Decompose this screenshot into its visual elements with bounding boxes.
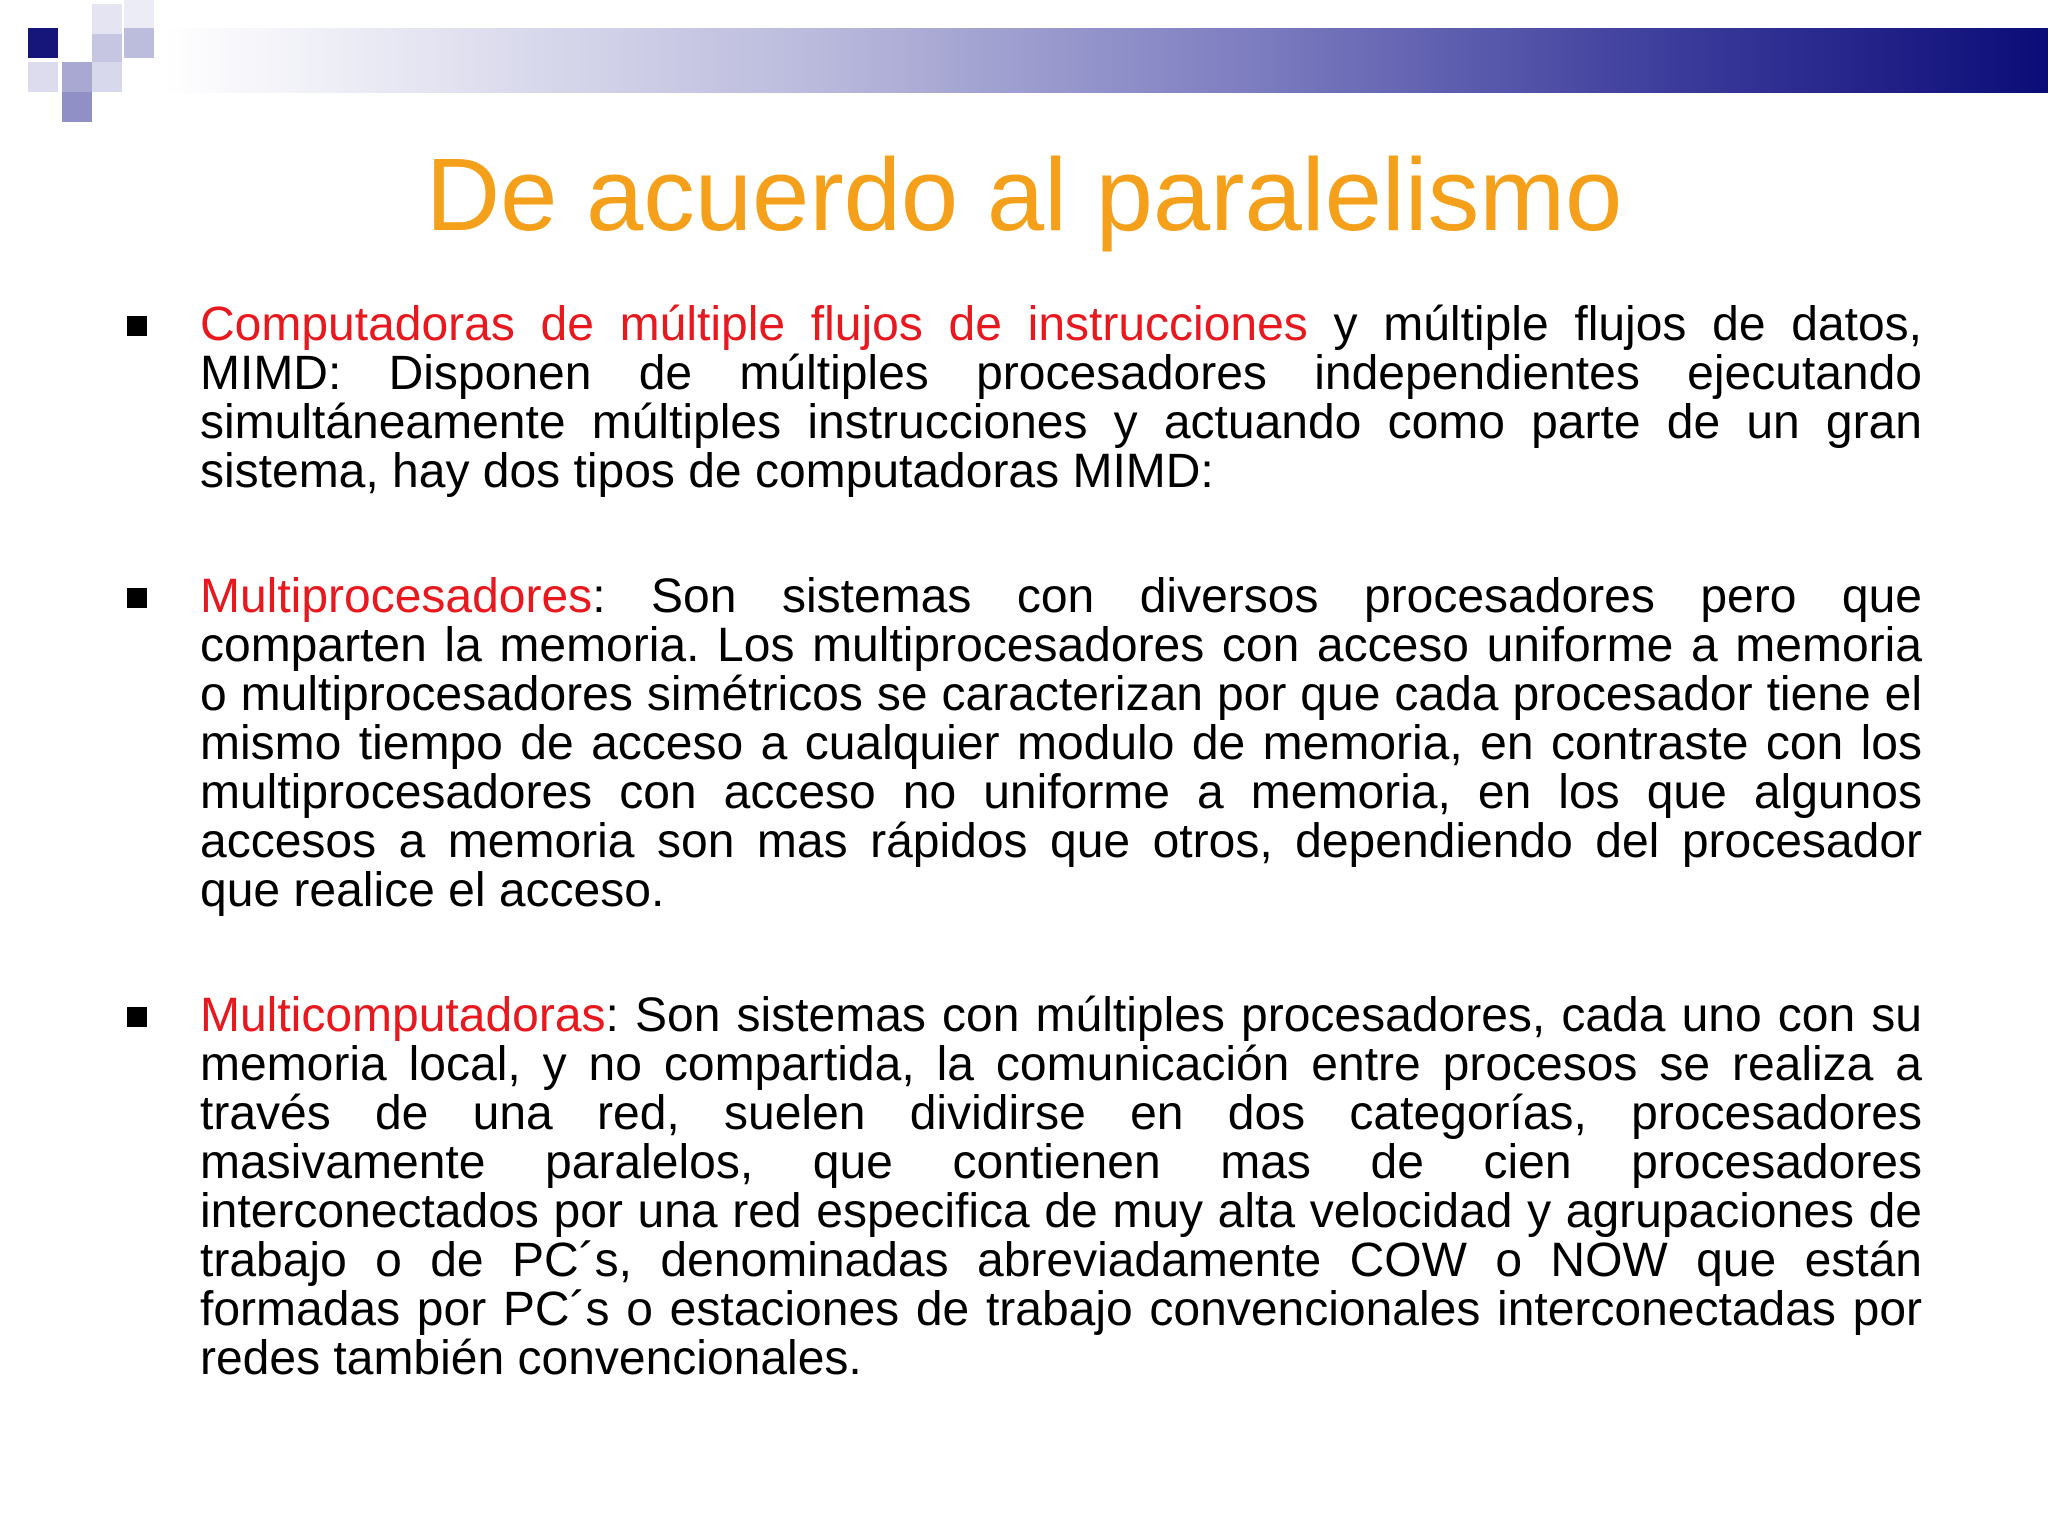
bullet-text: : Son sistemas con diversos procesadores pero que comparten la memoria. Los multiprocesadores con acceso uniforme a memoria o multiprocesadores simétricos se caracterizan por que cada procesador tiene el mismo tiempo de acceso a cualquier modulo de memoria, en contraste con los multiprocesadores con acceso no uniforme a memoria, en los que algunos accesos a memoria son mas rápidos que otros, dependiendo del procesador que realice el acceso. bbox=[200, 570, 1922, 917]
decorative-square bbox=[124, 0, 154, 28]
square-bullet-icon bbox=[127, 588, 147, 608]
header-gradient-bar bbox=[165, 28, 2048, 93]
decorative-square bbox=[28, 62, 58, 92]
bullet-item bbox=[200, 572, 1922, 915]
decorative-square bbox=[124, 28, 154, 58]
decorative-square bbox=[92, 4, 122, 34]
bullet-highlight: Multiprocesadores bbox=[200, 570, 593, 623]
bullet-item bbox=[200, 300, 1922, 496]
decorative-square bbox=[62, 92, 92, 122]
square-bullet-icon bbox=[127, 1007, 147, 1027]
decorative-square bbox=[62, 28, 92, 58]
bullet-highlight: Multicomputadoras bbox=[200, 989, 606, 1042]
square-bullet-icon bbox=[127, 316, 147, 336]
bullet-text: : Son sistemas con múltiples procesadores, cada uno con su memoria local, y no compartida, la comunicación entre procesos se realiza a través de una red, suelen dividirse en dos categorías, procesadores masivamente paralelos, que contienen mas de cien procesadores interconectados por una red especifica de muy alta velocidad y agrupaciones de trabajo o de PC´s, denominadas abreviadamente COW o NOW que están formadas por PC´s o estaciones de trabajo convencionales interconectadas por redes también convencionales. bbox=[200, 989, 1922, 1385]
bullet-highlight: Computadoras de múltiple flujos de instrucciones bbox=[200, 298, 1308, 351]
bullet-text: y múltiple flujos de datos, MIMD: Disponen de múltiples procesadores independientes ejecutando simultáneamente múltiples instrucciones y actuando como parte de un gran sistema, hay dos tipos de computadoras MIMD: bbox=[200, 298, 1922, 498]
bullet-item bbox=[200, 991, 1922, 1383]
slide-title: De acuerdo al paralelismo bbox=[425, 137, 1623, 252]
decorative-square bbox=[92, 34, 122, 64]
decorative-square bbox=[62, 62, 92, 92]
decorative-square bbox=[92, 62, 122, 92]
decorative-square bbox=[28, 28, 58, 58]
